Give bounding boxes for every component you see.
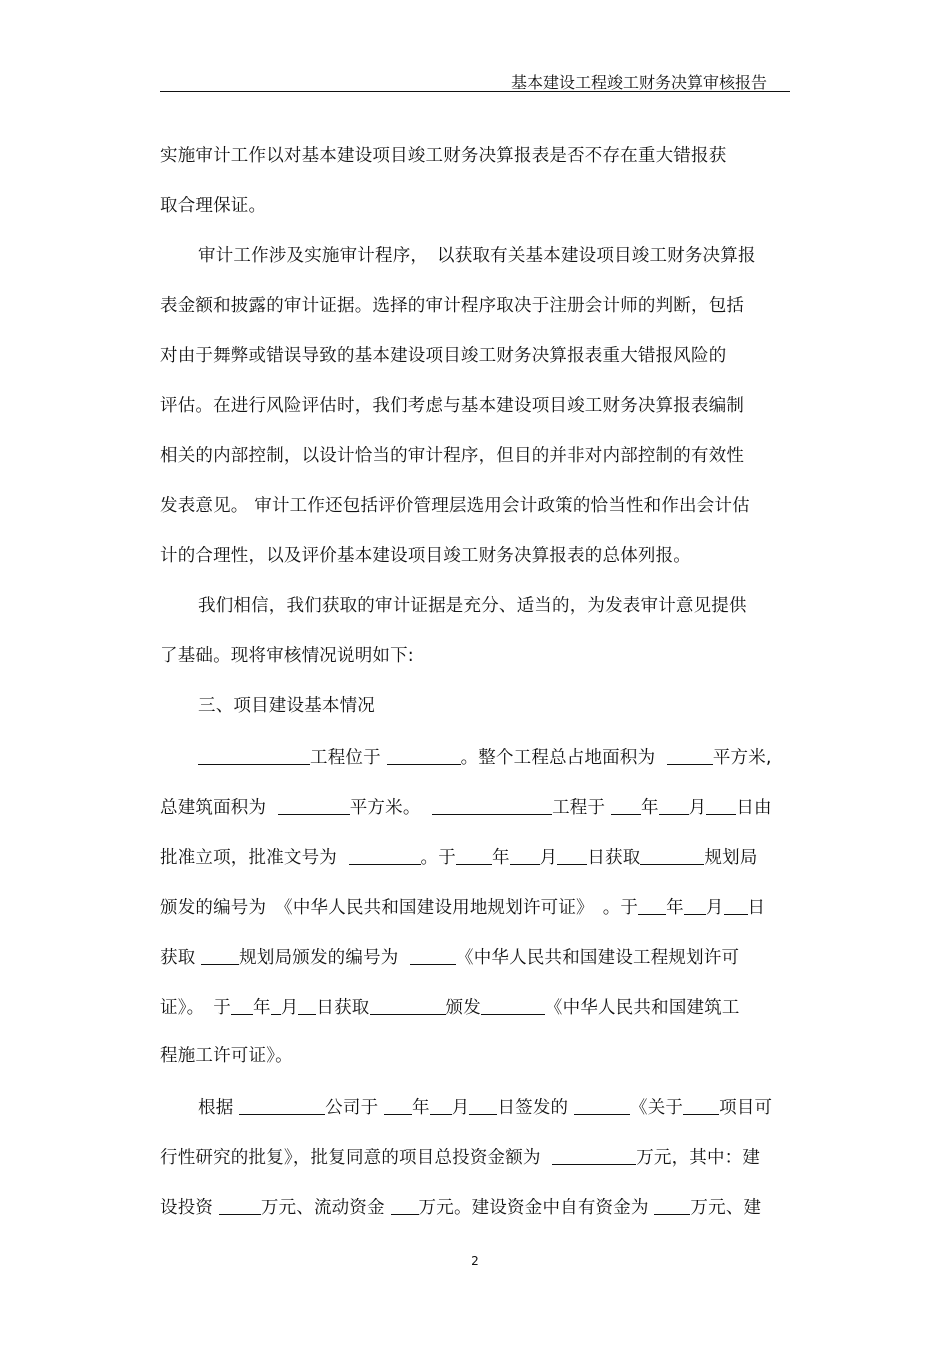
body-line: 我们相信，我们获取的审计证据是充分、适当的，为发表审计意见提供 xyxy=(198,596,747,616)
body-line: 相关的内部控制，以设计恰当的审计程序，但目的并非对内部控制的有效性 xyxy=(160,446,745,466)
blank xyxy=(239,1096,325,1115)
fill-line: 工程位于 。整个工程总占地面积为 平方米, xyxy=(198,746,772,768)
blank xyxy=(724,896,748,915)
fill-line: 总建筑面积为 平方米。 工程于 年 月 日由 xyxy=(160,798,772,818)
fill-line: 行性研究的批复》，批复同意的项目总投资金额为 万元，其中：建 xyxy=(160,1148,761,1168)
blank xyxy=(391,1196,419,1215)
body-line: 对由于舞弊或错误导致的基本建设项目竣工财务决算报表重大错报风险的 xyxy=(160,346,727,366)
blank xyxy=(481,996,545,1015)
blank xyxy=(430,1096,452,1115)
header-title: 基本建设工程竣工财务决算审核报告 xyxy=(507,75,767,91)
blank xyxy=(387,746,461,765)
blank xyxy=(683,1096,719,1115)
blank xyxy=(349,846,421,865)
body-line: 表金额和披露的审计证据。选择的审计程序取决于注册会计师的判断，包括 xyxy=(160,296,745,316)
blank xyxy=(667,746,713,765)
blank xyxy=(659,796,689,815)
blank xyxy=(510,846,540,865)
blank xyxy=(384,1096,412,1115)
blank xyxy=(432,796,552,815)
fill-line: 证》。 于 年 月 日获取 颁发 《中华人民共和国建筑工 xyxy=(160,998,740,1018)
fill-line: 根据 公司于 年 月 日签发的 《关于 项目可 xyxy=(198,1098,773,1118)
body-line: 评估。在进行风险评估时，我们考虑与基本建设项目竣工财务决算报表编制 xyxy=(160,396,745,416)
body-line: 发表意见。 审计工作还包括评价管理层选用会计政策的恰当性和作出会计估 xyxy=(160,496,750,516)
body-line: 计的合理性，以及评价基本建设项目竣工财务决算报表的总体列报。 xyxy=(160,546,691,566)
blank xyxy=(278,796,350,815)
blank xyxy=(198,746,310,765)
blank xyxy=(298,996,316,1015)
fill-line: 设投资 万元、流动资金 万元。建设资金中自有资金为 万元、建 xyxy=(160,1198,762,1218)
fill-line: 颁发的编号为 《中华人民共和国建设用地规划许可证》 。于 年 月 日 xyxy=(160,898,766,918)
section-heading: 三、项目建设基本情况 xyxy=(198,696,375,716)
blank xyxy=(410,946,456,965)
fill-line: 批准立项，批准文号为 。于 年 月 日获取 规划局 xyxy=(160,848,758,868)
blank xyxy=(271,996,281,1015)
blank xyxy=(574,1096,630,1115)
blank xyxy=(469,1096,497,1115)
body-line: 取合理保证。 xyxy=(160,196,267,216)
blank xyxy=(552,1146,636,1165)
fill-line: 获取 规划局颁发的编号为 《中华人民共和国建设工程规划许可 xyxy=(160,948,740,968)
blank xyxy=(456,846,492,865)
blank xyxy=(557,846,587,865)
body-line: 实施审计工作以对基本建设项目竣工财务决算报表是否不存在重大错报获 xyxy=(160,146,727,166)
blank xyxy=(611,796,641,815)
blank xyxy=(640,846,704,865)
blank xyxy=(231,996,253,1015)
blank xyxy=(201,946,239,965)
blank xyxy=(684,896,706,915)
fill-line: 程施工许可证》。 xyxy=(160,1046,293,1066)
blank xyxy=(219,1196,261,1215)
blank xyxy=(706,796,736,815)
blank xyxy=(654,1196,690,1215)
body-line: 审计工作涉及实施审计程序， 以获取有关基本建设项目竣工财务决算报 xyxy=(198,246,756,266)
body-line: 了基础。现将审核情况说明如下: xyxy=(160,646,414,666)
blank xyxy=(638,896,666,915)
blank xyxy=(370,996,446,1015)
page-number: 2 xyxy=(471,1254,479,1268)
